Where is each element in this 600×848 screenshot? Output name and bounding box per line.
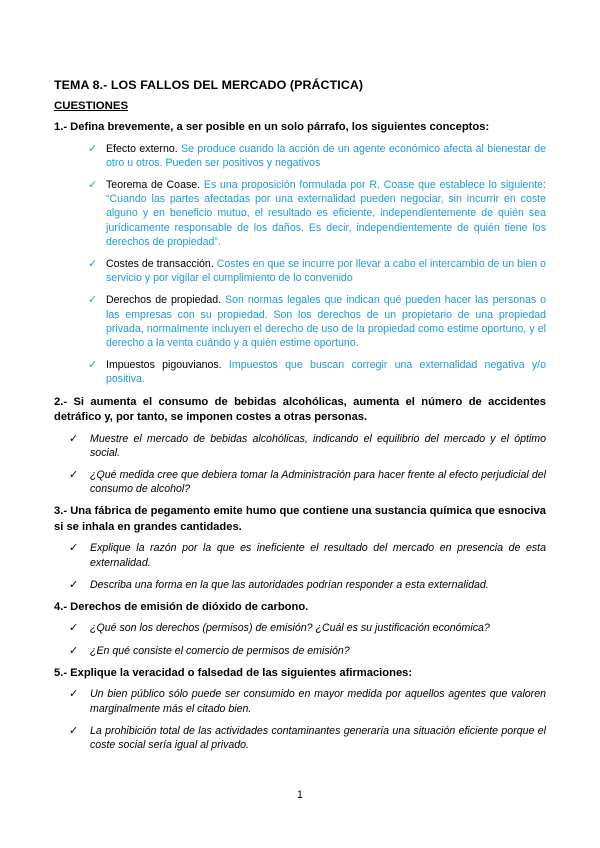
definition-text: Impuestos que buscan corregir una externalidad negativa y/o positiva.	[106, 359, 547, 386]
check-icon: ✓	[88, 294, 98, 307]
document-page	[54, 78, 546, 760]
check-icon: ✓	[88, 359, 98, 372]
question-subitem	[54, 468, 546, 496]
subitem-text: Describa una forma en la que las autoridades podrían responder a esta externalidad.	[90, 578, 489, 591]
definition-item	[54, 257, 546, 285]
page-number: 1	[297, 789, 303, 801]
q5-items-list	[54, 687, 546, 752]
question-subitem	[54, 432, 546, 460]
question-3: 3.- Una fábrica de pegamento emite humo que contiene una sustancia química que esnociva si se inhala en grandes cantidades.	[54, 505, 546, 533]
subitem-text: ¿Qué medida cree que debiera tomar la Administración para hacer frente al efecto perjudicial del consumo de alcohol?	[90, 468, 546, 496]
subitem-text: ¿Qué son los derechos (permisos) de emisión? ¿Cuál es su justificación económica?	[90, 622, 490, 635]
question-5: 5.- Explique la veracidad o falsedad de las siguientes afirmaciones:	[54, 666, 413, 679]
definition-text: Costes en que se incurre por llevar a cabo el intercambio de un bien o servicio y por vigilar el cumplimiento de lo convenido	[106, 257, 546, 285]
definition-text: Es una proposición formulada por R. Coase que establece lo siguiente: “Cuando las partes afectadas por una externalidad pueden negociar, sin incurrir en coste alguno y en beneficio mutuo, el resultado es eficiente, independientemente de quién sea jurídicamente responsable de los daños. Es decir, independientemente de quién tiene los derechos de propiedad”.	[106, 178, 547, 248]
q3-items-list	[54, 541, 546, 592]
question-subitem	[54, 541, 546, 569]
subitem-text: La prohibición total de las actividades contaminantes generaría una situación eficiente porque el coste social sería igual al privado.	[90, 724, 546, 751]
check-icon: ✓	[69, 578, 79, 591]
q4-items-list	[54, 621, 546, 657]
definition-term: Impuestos pigouvianos.	[106, 359, 222, 372]
question-subitem	[54, 687, 546, 715]
definition-text: Son normas legales que indican qué pueden hacer las personas o las empresas con su propiedad. Son los derechos de un propietario de una propiedad privada, normalmente incluyen el derecho de uso de la propiedad como estime oportuno, y el derecho a la venta cuándo y a quién estime oportuno.	[106, 294, 546, 349]
check-icon: ✓	[69, 688, 79, 701]
check-icon: ✓	[88, 142, 98, 155]
check-icon: ✓	[69, 432, 79, 445]
check-icon: ✓	[69, 724, 79, 737]
question-4: 4.- Derechos de emisión de dióxido de carbono.	[54, 600, 309, 613]
definition-item	[54, 178, 546, 249]
question-subitem	[54, 621, 546, 635]
subitem-text: Muestre el mercado de bebidas alcohólicas, indicando el equilibrio del mercado y el óptimo social.	[90, 432, 546, 459]
question-subitem	[54, 644, 546, 658]
definition-term: Derechos de propiedad.	[106, 294, 222, 307]
check-icon: ✓	[69, 542, 79, 555]
check-icon: ✓	[69, 468, 79, 481]
check-icon: ✓	[88, 257, 98, 270]
definition-item	[54, 142, 546, 170]
question-subitem	[54, 578, 546, 592]
check-icon: ✓	[88, 178, 98, 191]
subitem-text: ¿En qué consiste el comercio de permisos de emisión?	[90, 644, 350, 657]
definition-term: Costes de transacción.	[106, 257, 214, 270]
definition-text: Se produce cuando la acción de un agente económico afecta al bienestar de otro u otros. Pueden ser positivos y negativos	[106, 142, 546, 169]
definition-item	[54, 358, 546, 386]
subitem-text: Explique la razón por la que es ineficiente el resultado del mercado en presencia de esta externalidad.	[90, 542, 546, 569]
definition-term: Efecto externo.	[106, 142, 178, 155]
check-icon: ✓	[69, 622, 79, 635]
question-subitem	[54, 724, 546, 752]
definition-term: Teorema de Coase.	[106, 178, 201, 191]
q1-definitions-list	[54, 142, 546, 387]
document-title: TEMA 8.- LOS FALLOS DEL MERCADO (PRÁCTICA)	[54, 78, 364, 92]
question-1: 1.- Defina brevemente, a ser posible en un solo párrafo, los siguientes conceptos:	[54, 121, 490, 133]
q2-items-list	[54, 432, 546, 497]
subitem-text: Un bien público sólo puede ser consumido en mayor medida por aquellos agentes que valoren marginalmente más el citado bien.	[90, 688, 546, 715]
question-2: 2.- Si aumenta el consumo de bebidas alcohólicas, aumenta el número de accidentes detráfico y, por tanto, se imponen costes a otras personas.	[54, 395, 546, 424]
section-heading: CUESTIONES	[54, 100, 129, 112]
check-icon: ✓	[69, 644, 79, 657]
definition-item	[54, 293, 546, 350]
